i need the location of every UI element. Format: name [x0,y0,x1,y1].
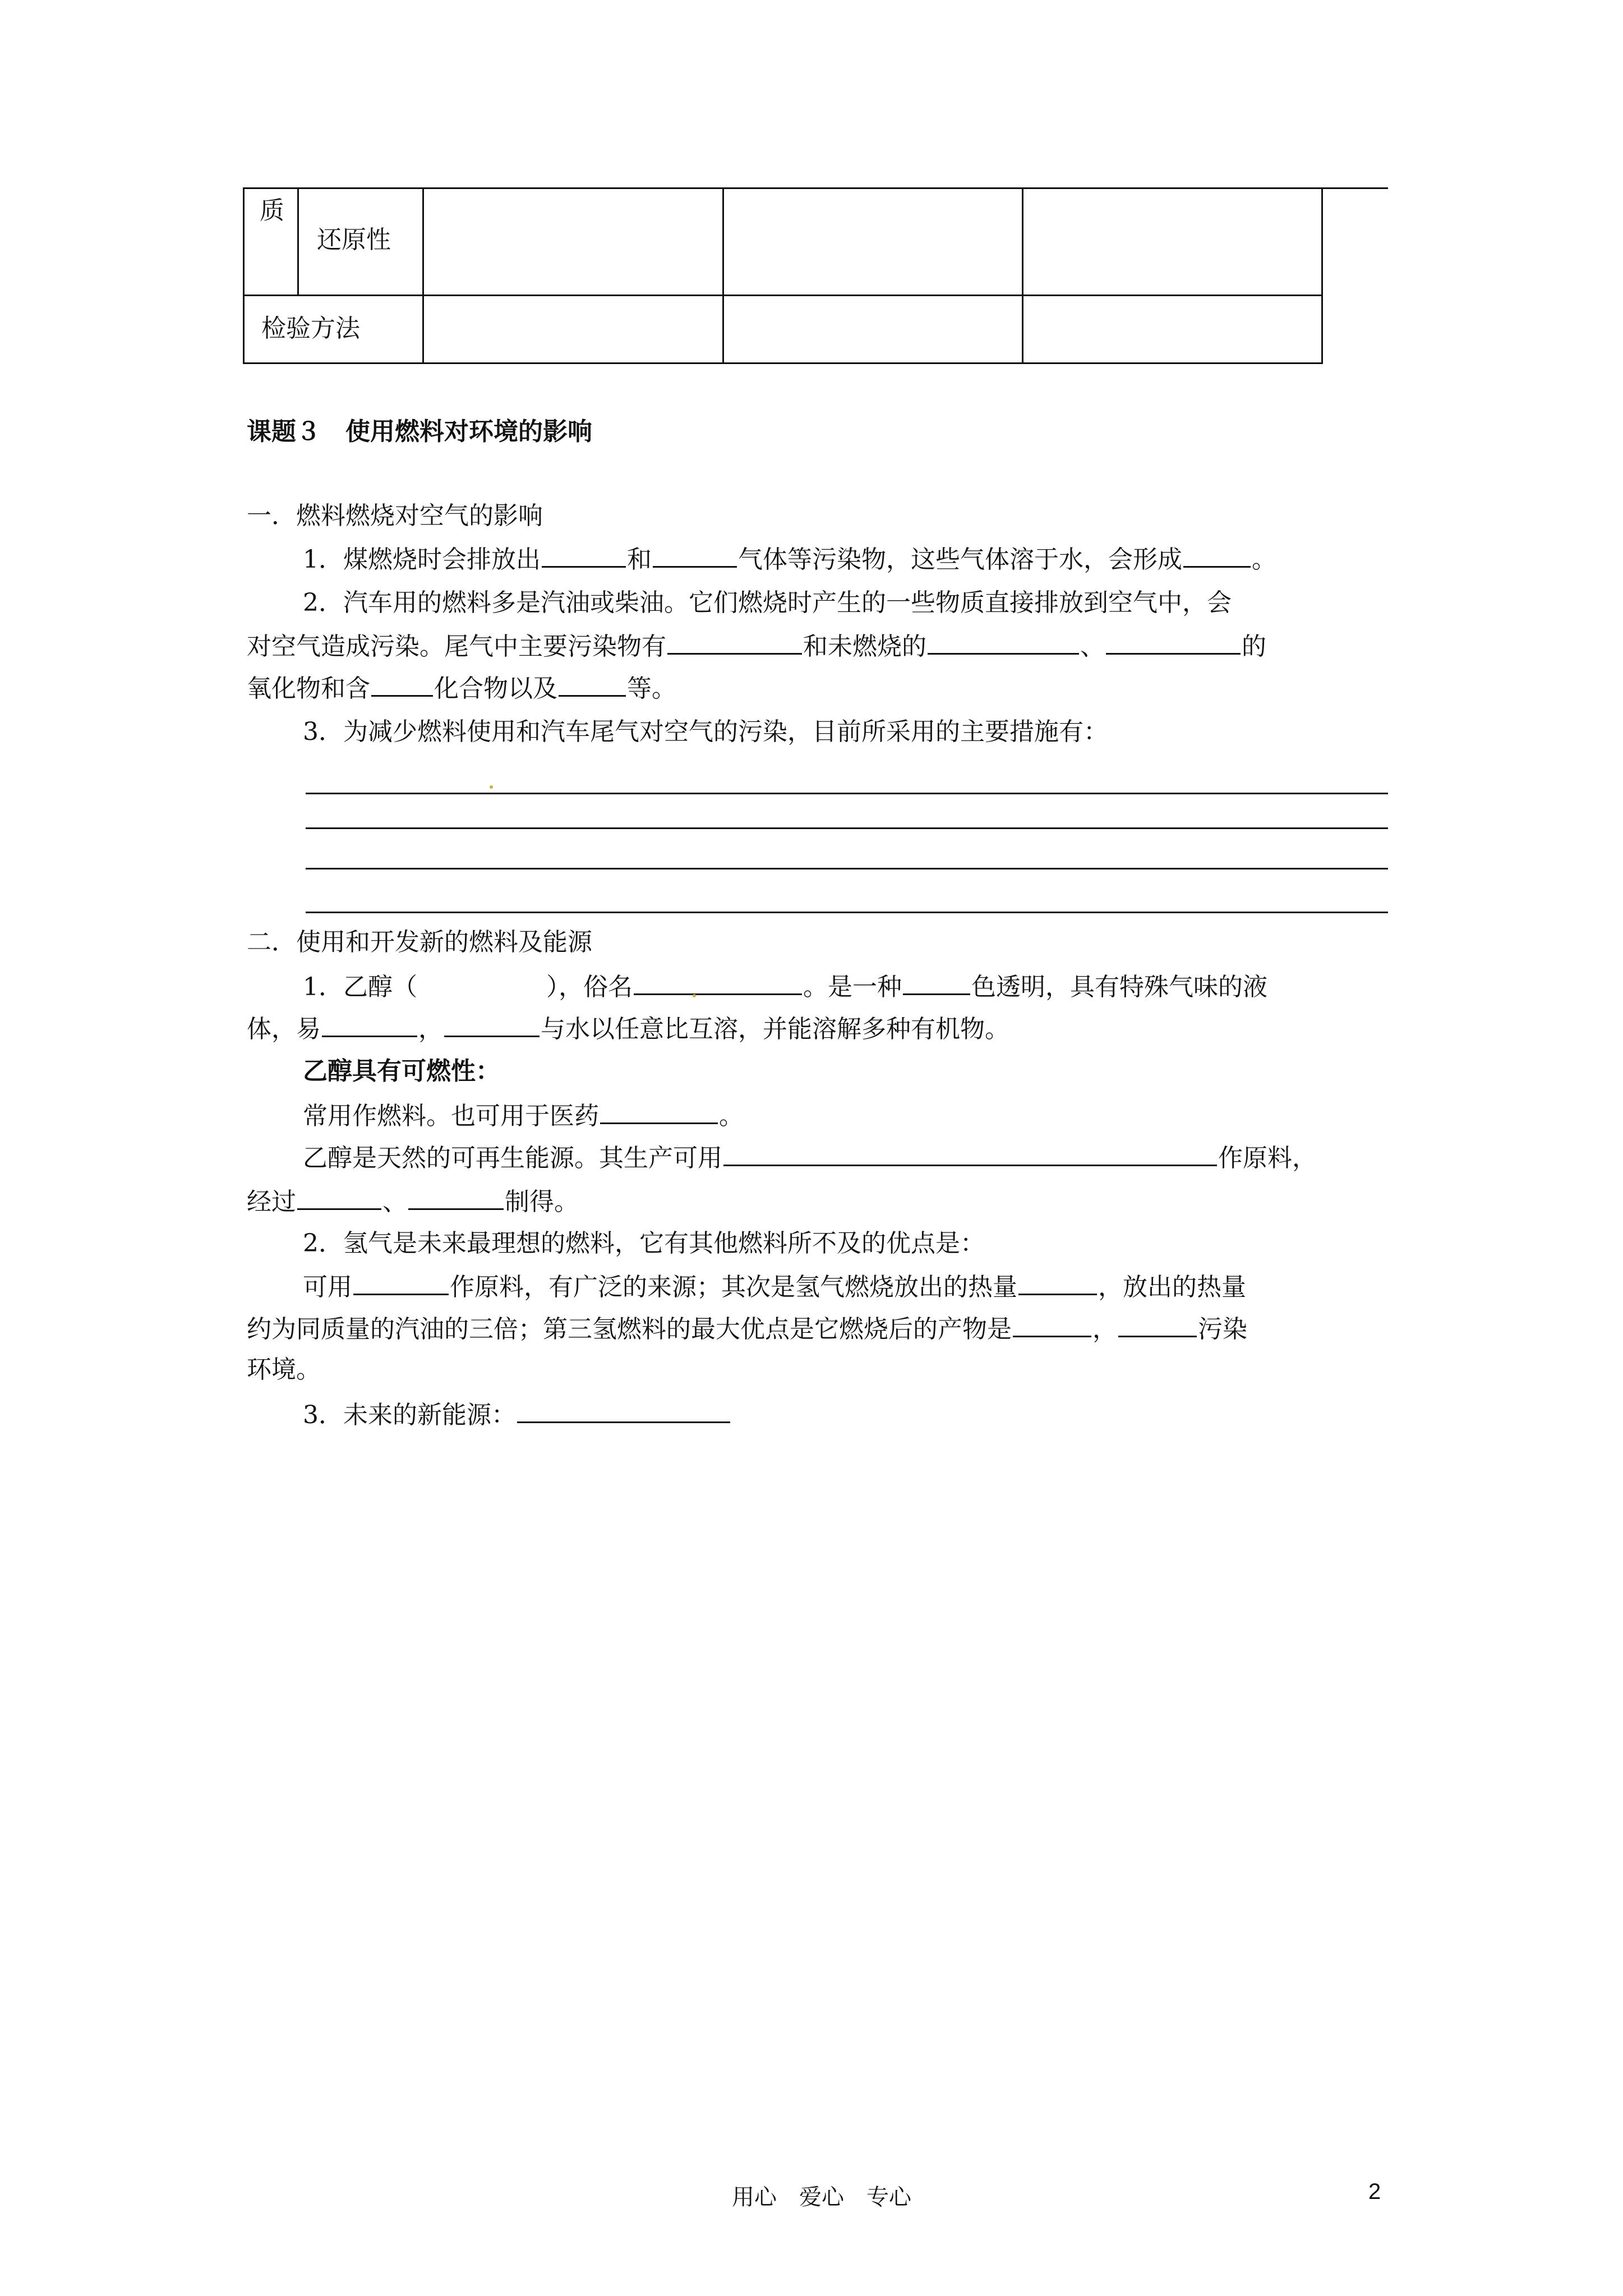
fill-blank[interactable] [542,541,626,568]
text: 和 [627,545,652,574]
part2-ethanol-made [247,1184,579,1219]
fill-blank[interactable] [559,670,626,697]
text: 约为同质量的汽油的三倍；第三氢燃料的最大优点是它燃烧后的产物是 [247,1315,1012,1343]
answer-line-2[interactable] [306,827,1388,829]
text: ，放出的热量 [1098,1273,1246,1301]
part2-ethanol-bold: 乙醇具有可燃性： [303,1057,500,1085]
text: ， [1092,1315,1117,1343]
fill-blank[interactable] [903,969,970,995]
text: 对空气造成污染。尾气中主要污染物有 [247,632,666,661]
text: 1．煤燃烧时会排放出 [303,545,541,574]
page-number: 2 [1368,2179,1381,2204]
part1-q2-line1: 2．汽车用的燃料多是汽油或柴油。它们燃烧时产生的一些物质直接排放到空气中，会 [303,588,1232,617]
text: 化合物以及 [434,674,557,703]
text: ），俗名 [546,973,633,1001]
text: 常用作燃料。也可用于医药 [303,1102,599,1130]
table-col-line-2 [722,187,724,364]
part1-q3: 3．为减少燃料使用和汽车尾气对空气的污染，目前所采用的主要措施有： [303,717,1108,746]
fill-blank[interactable] [1118,1311,1197,1337]
part2-h2-line3 [247,1311,1247,1346]
section-title: 课题３ 使用燃料对环境的影响 [247,417,592,446]
text: 和未燃烧的 [803,632,926,661]
part1-q2-line2 [247,628,1266,664]
fill-blank[interactable] [653,541,737,568]
part2-ethanol-line1 [303,969,1267,1004]
text: 。是一种 [803,973,902,1001]
answer-line-3[interactable] [306,868,1388,869]
text: 、 [1080,632,1105,661]
text: 与水以任意比互溶，并能溶解多种有机物。 [541,1015,1009,1043]
part2-future [303,1397,731,1432]
text: 作原料，有广泛的来源；其次是氢气燃烧放出的热量 [450,1273,1017,1301]
text: 污染 [1198,1315,1247,1343]
fill-blank[interactable] [667,628,802,655]
stray-mark [490,785,493,789]
stray-mark [693,994,696,997]
text: 乙醇是天然的可再生能源。其生产可用 [303,1144,722,1172]
text: 、 [382,1188,407,1216]
table-inner-line [297,187,299,296]
fill-blank[interactable] [297,1184,381,1210]
part2-ethanol-line2 [247,1011,1009,1046]
table-bottom-border [243,362,1322,364]
table-left-border [243,187,245,364]
fill-blank[interactable] [444,1011,540,1037]
part1-heading: 一．燃料燃烧对空气的影响 [247,501,543,530]
text: 制得。 [505,1188,579,1216]
part2-h2-line2 [303,1269,1246,1304]
text: 3．未来的新能源： [303,1401,516,1429]
part1-q2-line3 [247,670,676,706]
text: ， [418,1015,443,1043]
part2-h2-line1: 2．氢气是未来最理想的燃料，它有其他燃料所不及的优点是： [303,1229,985,1258]
text: 经过 [247,1188,296,1216]
part2-heading: 二．使用和开发新的燃料及能源 [247,928,592,956]
fill-blank[interactable] [408,1184,504,1210]
fill-blank[interactable] [371,670,433,697]
text: 体，易 [247,1015,321,1043]
part1-q1 [303,541,1276,577]
text: 气体等污染物，这些气体溶于水，会形成 [738,545,1182,574]
answer-line-4[interactable] [306,912,1388,913]
text: 等。 [627,674,676,703]
fill-blank[interactable] [1018,1269,1097,1295]
text: 。 [1252,545,1276,574]
text: 的 [1242,632,1266,661]
fill-blank[interactable] [517,1397,730,1423]
text: 。 [719,1102,744,1130]
answer-line-1[interactable] [306,793,1388,794]
fill-blank[interactable] [353,1269,449,1295]
fill-blank[interactable] [1106,628,1241,655]
text: 1．乙醇（ [303,973,417,1001]
part2-ethanol-use [303,1098,744,1133]
text: 可用 [303,1273,352,1301]
part2-ethanol-renew [303,1140,1317,1175]
fill-blank[interactable] [634,969,802,995]
table-cell-zhi: 质 [260,196,284,225]
fill-blank[interactable] [928,628,1079,655]
fill-blank[interactable] [723,1140,1217,1166]
table-cell-reduction: 还原性 [317,226,391,254]
footer-motto: 用心 爱心 专心 [732,2184,911,2210]
fill-blank[interactable] [1013,1311,1091,1337]
table-cell-test-method: 检验方法 [261,314,360,343]
text: 色透明，具有特殊气味的液 [971,973,1267,1001]
part2-h2-line4: 环境。 [247,1355,321,1384]
fill-blank[interactable] [600,1098,718,1124]
fill-blank[interactable] [322,1011,417,1037]
table-right-border [1321,187,1323,364]
fill-blank[interactable] [1183,541,1251,568]
text: 作原料， [1218,1144,1317,1172]
table-top-border [243,187,1388,189]
table-col-line-3 [1022,187,1023,364]
text: 氧化物和含 [247,674,370,703]
table-col-line-1 [422,187,424,364]
table-row-divider [243,295,1322,296]
